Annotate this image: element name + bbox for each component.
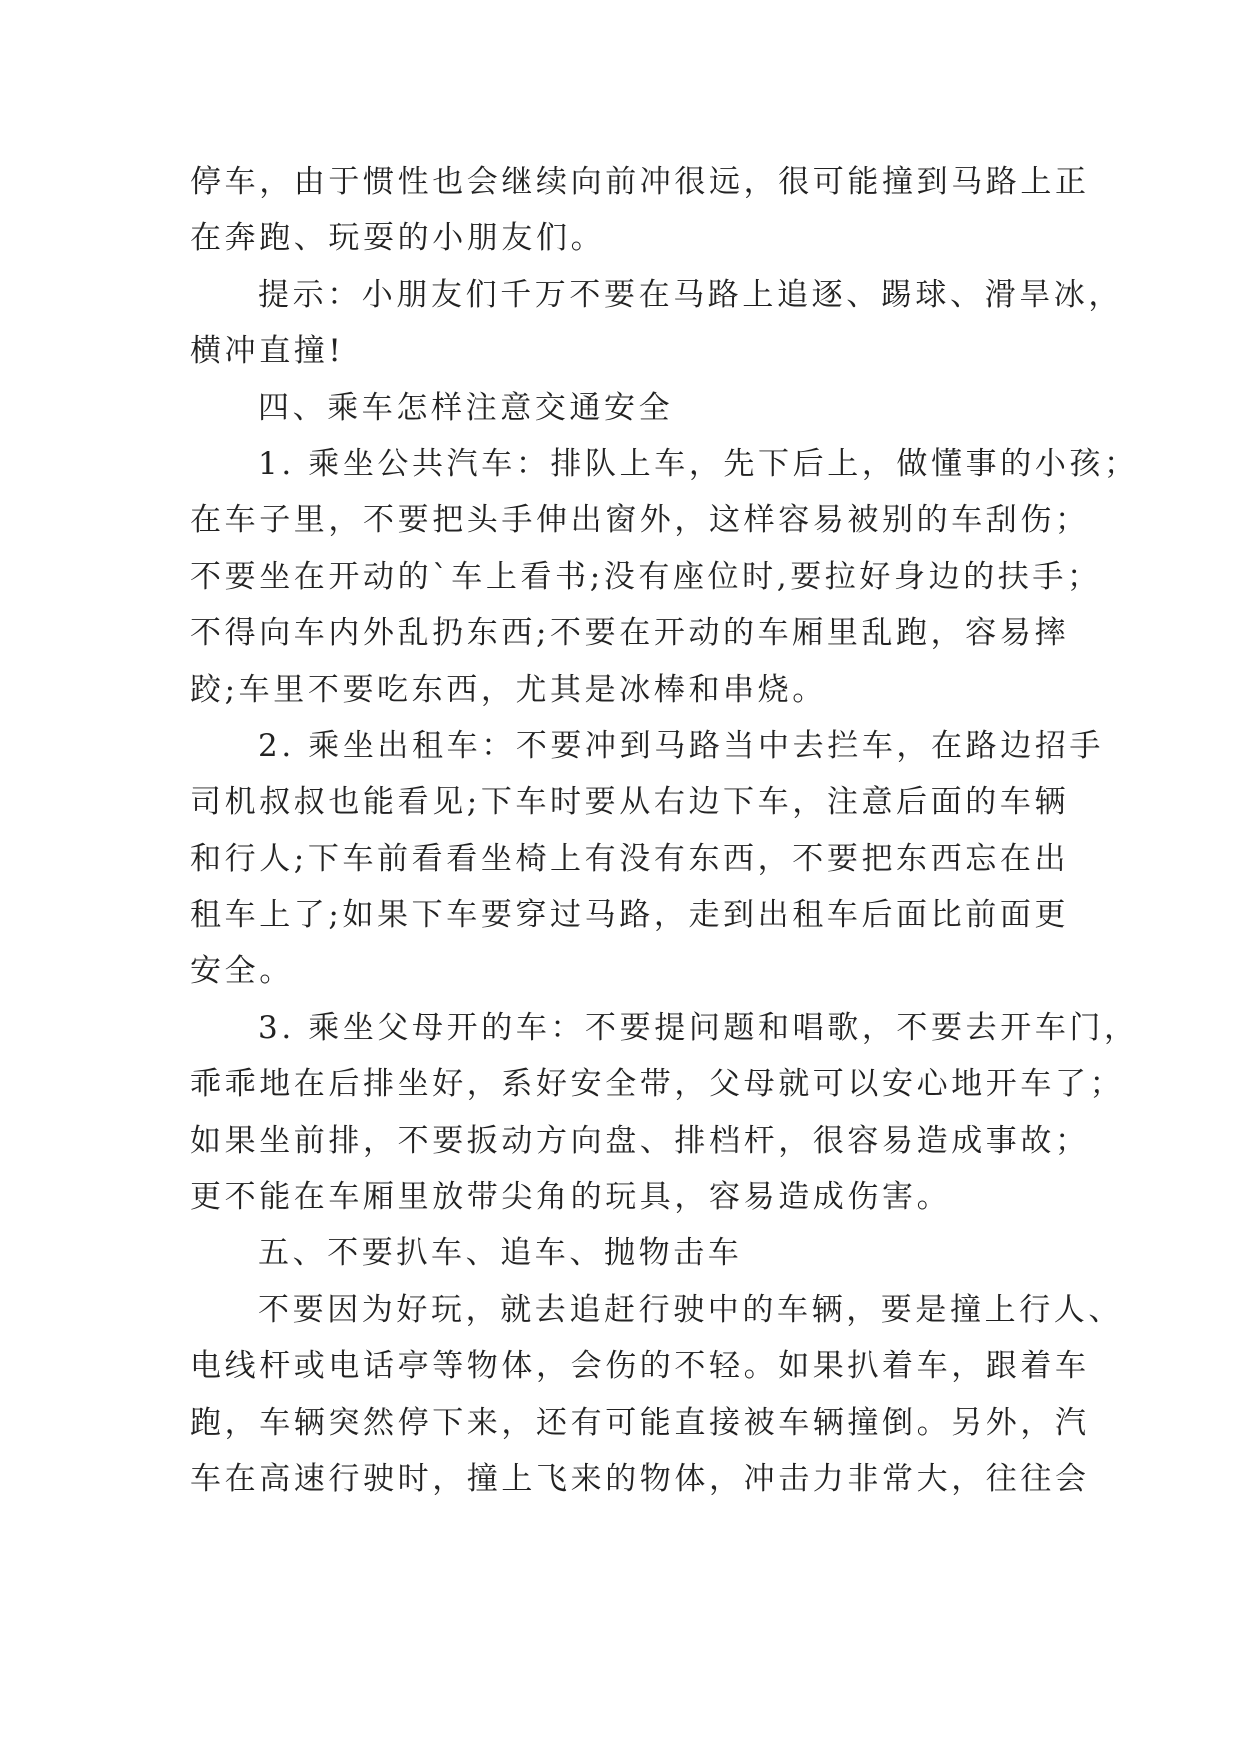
section-heading: 四、乘车怎样注意交通安全 bbox=[258, 389, 674, 426]
text-line: 在车子里，不要把头手伸出窗外，这样容易被别的车刮伤； bbox=[190, 502, 1090, 539]
text-line: 跑，车辆突然停下来，还有可能直接被车辆撞倒。另外，汽 bbox=[190, 1404, 1090, 1441]
text-line: 安全。 bbox=[190, 953, 294, 990]
text-line: 和行人;下车前看看坐椅上有没有东西，不要把东西忘在出 bbox=[190, 840, 1070, 877]
text-line: 横冲直撞! bbox=[190, 333, 345, 370]
text-line: 更不能在车厢里放带尖角的玩具，容易造成伤害。 bbox=[190, 1179, 952, 1216]
text-line: 司机叔叔也能看见;下车时要从右边下车，注意后面的车辆 bbox=[190, 784, 1070, 821]
paragraph-start-line: 提示：小朋友们千万不要在马路上追逐、踢球、滑旱冰， bbox=[258, 276, 1123, 313]
text-line: 车在高速行驶时，撞上飞来的物体，冲击力非常大，往往会 bbox=[190, 1460, 1090, 1497]
text-line: 在奔跑、玩耍的小朋友们。 bbox=[190, 220, 606, 257]
body-text bbox=[190, 154, 1139, 1507]
paragraph-start-line: 1. 乘坐公共汽车：排队上车，先下后上，做懂事的小孩； bbox=[258, 445, 1139, 482]
paragraph-start-line: 2. 乘坐出租车：不要冲到马路当中去拦车，在路边招手 bbox=[258, 727, 1105, 764]
text-line: 电线杆或电话亭等物体，会伤的不轻。如果扒着车，跟着车 bbox=[190, 1348, 1090, 1385]
text-line: 乖乖地在后排坐好，系好安全带，父母就可以安心地开车了； bbox=[190, 1066, 1125, 1103]
paragraph-start-line: 不要因为好玩，就去追赶行驶中的车辆，要是撞上行人、 bbox=[258, 1291, 1123, 1328]
text-line: 停车，由于惯性也会继续向前冲很远，很可能撞到马路上正 bbox=[190, 164, 1090, 200]
text-line: 租车上了;如果下车要穿过马路，走到出租车后面比前面更 bbox=[190, 897, 1070, 934]
text-line: 如果坐前排，不要扳动方向盘、排档杆，很容易造成事故； bbox=[190, 1122, 1090, 1159]
text-line: 跤;车里不要吃东西，尤其是冰棒和串烧。 bbox=[190, 671, 827, 708]
text-line: 不要坐在开动的`车上看书;没有座位时,要拉好身边的扶手； bbox=[190, 558, 1102, 595]
paragraph-start-line: 3. 乘坐父母开的车：不要提问题和唱歌，不要去开车门， bbox=[258, 1009, 1139, 1046]
section-heading: 五、不要扒车、追车、抛物击车 bbox=[258, 1235, 743, 1272]
text-line: 不得向车内外乱扔东西;不要在开动的车厢里乱跑，容易摔 bbox=[190, 615, 1070, 652]
